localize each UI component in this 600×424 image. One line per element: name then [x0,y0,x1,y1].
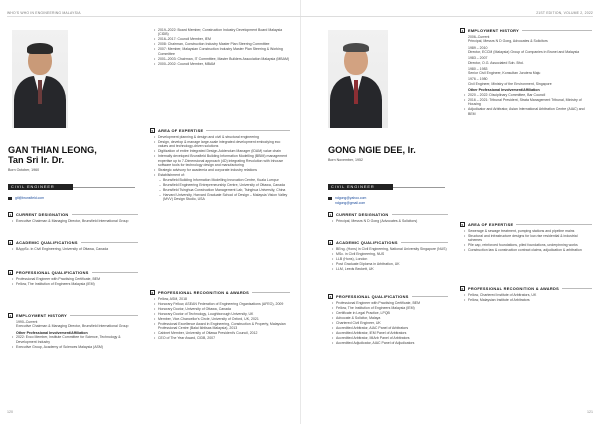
list-item: • Structural and infrastructure designs for low-rise residential & industrial schemes [468,234,592,243]
list-item: • Design, develop & manage large-scale integrated development embodying eco values and technology-driven solutions [158,140,290,149]
list-item: • Cabinet Member, University of Ottawa President's Council, 2012 [158,331,290,335]
list-item: • Certificate in Legal Practice, LPQB [336,311,448,315]
section-number: 5 [151,129,154,133]
list-item: • Accredited Arbitrator, IEM Panel of Arbitrators [336,331,448,335]
list-item: • Professional Excellence Award in Engineering, Construction & Property, Malaysian Professional Centre (Balai Ikhtisas Malaysia), 2013 [158,322,290,331]
discipline-band: CIVIL ENGINEER [328,184,393,190]
list-item: • Fellow, The Institution of Engineers Malaysia (IEM) [16,282,138,286]
email-icon [8,197,12,200]
section-professional [8,270,138,287]
affiliation-heading: Other Professional Involvement/Affiliation [16,330,88,335]
running-header-right: 21ST EDITION, VOLUME 2, 2022 [536,11,593,15]
section-expertise [460,222,592,253]
list-item: • 2016 – 2021: Tribunal President, Strata Management Tribunal, Ministry of Housing [468,98,592,107]
list-item: • Fellow, Malaysian Institute of Arbitrators [468,298,592,302]
section-number: 4 [9,314,12,318]
running-header-left: WHO'S WHO IN ENGINEERING MALAYSIA [7,11,81,15]
list-item: • Honorary Doctor, University of Ottawa, Canada [158,307,290,311]
section-title: PROFESSIONAL RECOGNITION & AWARDS [158,290,249,295]
list-item: • Post Graduate Diploma in Arbitration, UK [336,262,448,266]
section-academic [328,240,448,272]
employment-period: 1990–Current [16,320,38,324]
list-item: • MSc. in Civil Engineering, NUS [336,252,448,256]
list-item: • 2001–2003: Chairman, IT Committee, Master Builders Association Malaysia (MBAM) [158,57,290,61]
list-item: • 2000–2002: Council Member, MBAM [158,62,290,66]
affiliation-heading: Other Professional Involvement/Affiliation [468,88,540,93]
page-number-right: 121 [587,410,593,414]
section-expertise [150,128,290,202]
section-recognition [460,286,592,303]
list-item: • Advocate & Solicitor, Malaya [336,316,448,320]
section-title: EMPLOYMENT HISTORY [468,28,520,33]
list-item: – Brunsfield Building Information Modelling Innovation Centre, Kuala Lumpur [163,178,290,182]
list-item: • Honorary Fellow, ASEAN Federation of Engineering Organisations (AFEO), 2009 [158,302,290,306]
section-number: 2 [329,241,332,245]
section-number: 6 [151,291,154,295]
list-item: • Establishment of: – Brunsfield Building Information Modelling Innovation Centre, Kuala Lumpur – Brunsfield Engineering Entrepreneurship Centre, University of Ottawa, Canada – Brunsfield Tsinghua Construction Management Lab, Tsinghua University, China – Harvard University, Harvard Graduate School of Design – Malaysia Vision Valley (MVV) Design Studio, USA [158,173,290,201]
section-title: EMPLOYMENT HISTORY [16,313,68,318]
list-item: • BAppSc. in Civil Engineering, University of Ottawa, Canada [16,247,138,251]
list-item: • Adjudicator and Arbitrator, Asian International Arbitration Centre (AIAC) and BEM [468,107,592,116]
list-item: • Executive Group, Academy of Sciences Malaysia (ASM) [16,345,138,349]
list-item: • LLB (Hons), London [336,257,448,261]
employment-role: Principal, Messrs N D Gong, Advocates & Solicitors [468,39,548,44]
email-link[interactable]: ndgong@gmail.com [335,201,366,205]
list-item: • Professional Engineer with Practising Certificate, BEM [336,301,448,305]
list-item: • Member, Vice-Chancellor's Circle, University of Oxford, UK, 2021 [158,317,290,321]
list-item: • BEng. (Hons) in Civil Engineering, National University Singapore (NUS) [336,247,448,251]
list-item: • Fellow, ASM, 2018 [158,297,290,301]
list-item: • Honorary Doctor of Technology, Loughborough University, UK [158,312,290,316]
email-row[interactable] [8,196,44,200]
list-item: • 2007: Member, Malaysian Construction Industry Master Plan Steering & Working Committee [158,47,290,56]
list-item: • 2019–2022: Board Member, Construction Industry Development Board Malaysia (CIDB) [158,28,290,37]
list-item: • Strategic advisory for academia and corporate industry relations [158,168,290,172]
employment-period: 2006–Current [468,35,490,39]
list-item: • Accredited Adjudicator, AIAC Panel of Adjudicators [336,341,448,345]
list-item: • Fellow, Chartered Institute of Arbitrators, UK [468,293,592,297]
profile-name: GAN THIAN LEONG, Tan Sri Ir. Dr. [8,145,97,165]
section-number: 3 [9,271,12,275]
list-item: • Executive Chairman & Managing Director, Brunsfield International Group [16,219,138,223]
page-number-left: 120 [7,410,13,414]
list-item: • 2020 – 2022: Disciplinary Committee, Bar Council [468,93,592,97]
section-number: 5 [461,223,464,227]
section-number: 1 [9,213,12,217]
employment-period: 1983 – 2007 [468,56,488,61]
band-rule [393,187,445,188]
section-title: CURRENT DESIGNATION [336,212,389,217]
employment-period: 1976 – 1980 [468,77,488,82]
list-item: • Professional Engineer with Practising Certificate, BEM [16,277,138,281]
section-number: 1 [329,213,332,217]
section-title: PROFESSIONAL QUALIFICATIONS [16,270,89,275]
employment-role: Senior Civil Engineer, Konsultan Jurutera Maju [468,71,541,76]
list-item: • 2008: Chairman, Construction Industry Master Plan Steering Committee [158,42,290,46]
section-current-designation [328,212,448,224]
list-item: • Pile cap, reinforced foundations, piled foundations, underpinning works [468,243,592,247]
section-current-designation [8,212,138,224]
section-title: PROFESSIONAL RECOGNITION & AWARDS [468,286,559,291]
list-item: • CEO of The Year Award, CIDB, 2007 [158,336,290,340]
birth-date: Born October, 1960 [8,168,40,172]
section-number: 4 [461,29,464,33]
section-academic [8,240,138,252]
list-item: – Harvard University, Harvard Graduate School of Design – Malaysia Vision Valley (MVV) Design Studio, USA [163,193,290,202]
list-item: • Construction law & construction contract claims, adjudication & arbitration [468,248,592,252]
list-item: • Development planning & design and civil & structural engineering [158,135,290,139]
list-item: • Sewerage & sewage treatment, pumping stations and pipeline mains [468,229,592,233]
birth-date: Born November, 1952 [328,158,363,162]
section-title: ACADEMIC QUALIFICATIONS [16,240,78,245]
section-professional [328,294,448,346]
list-item: • Digitization of entire Integrated Design-Addendum Manager (IDAM) value chain [158,149,290,153]
band-rule [73,187,135,188]
employment-role: Civil Engineer, Ministry of the Environment, Singapore [468,81,552,86]
list-item: – Brunsfield Tsinghua Construction Management Lab, Tsinghua University, China [163,188,290,192]
section-title: AREA OF EXPERTISE [158,128,204,133]
employment-period: 1980 – 1983 [468,66,488,71]
section-number: 3 [329,295,332,299]
email-row[interactable] [335,201,365,205]
profile-name: GONG NGIE DEE, Ir. [328,145,416,155]
email-link[interactable]: ndgong@yahoo.com [335,196,367,200]
right-page [300,0,600,424]
list-item: • Internally developed Brunsfield Building Information Modelling (BBIM) management expertise up to 7-Dimensional approach (4D) integrating Revolution with Inhouse software tools for technology design and manufacturing [158,154,290,167]
section-recognition [150,290,290,341]
list-item: • Accredited Arbitrator, AIAC Panel of Arbitrators [336,326,448,330]
email-row[interactable] [328,196,366,200]
list-item: • 2016–2017: Council Member, IEM [158,37,290,41]
affiliation-continued [150,28,290,67]
list-item: • Fellow, The Institution of Engineers Malaysia (IEM) [336,306,448,310]
portrait-photo-left [12,30,68,128]
section-title: CURRENT DESIGNATION [16,212,69,217]
list-item: • 2022: Exco Member, Institute Committee for Science, Technology & Development Industry [16,335,138,344]
list-item: • LLM, Leeds Beckett, UK [336,267,448,271]
email-icon [328,197,332,200]
header-rule [300,16,593,17]
section-title: PROFESSIONAL QUALIFICATIONS [336,294,409,299]
header-rule [7,16,300,17]
employment-role: Director, ECCM (Malaysia) Group of Companies in Brunei and Malaysia [468,50,580,55]
section-number: 2 [9,241,12,245]
section-title: AREA OF EXPERTISE [468,222,514,227]
section-title: ACADEMIC QUALIFICATIONS [336,240,398,245]
section-employment [8,313,138,350]
email-link[interactable]: gtl@brunsfield.com [15,196,45,200]
discipline-band: CIVIL ENGINEER [8,184,73,190]
employment-role: Executive Chairman & Managing Director, Brunsfield International Group [16,324,129,329]
portrait-photo-right [328,30,388,128]
list-item: • Principal, Messrs N D Gong (Advocates & Solicitors) [336,219,448,223]
employment-period: 1989 – 2010 [468,45,488,50]
list-item: • Chartered Civil Engineer, UK [336,321,448,325]
employment-role: Director, O.G. Associated Sdn. Bhd. [468,60,524,65]
section-number: 6 [461,287,464,291]
list-item: – Brunsfield Engineering Entrepreneurship Centre, University of Ottawa, Canada [163,183,290,187]
section-employment [460,28,592,117]
designation-list [8,219,138,223]
list-item: • Accredited Arbitrator, MIArb Panel of Arbitrators [336,336,448,340]
